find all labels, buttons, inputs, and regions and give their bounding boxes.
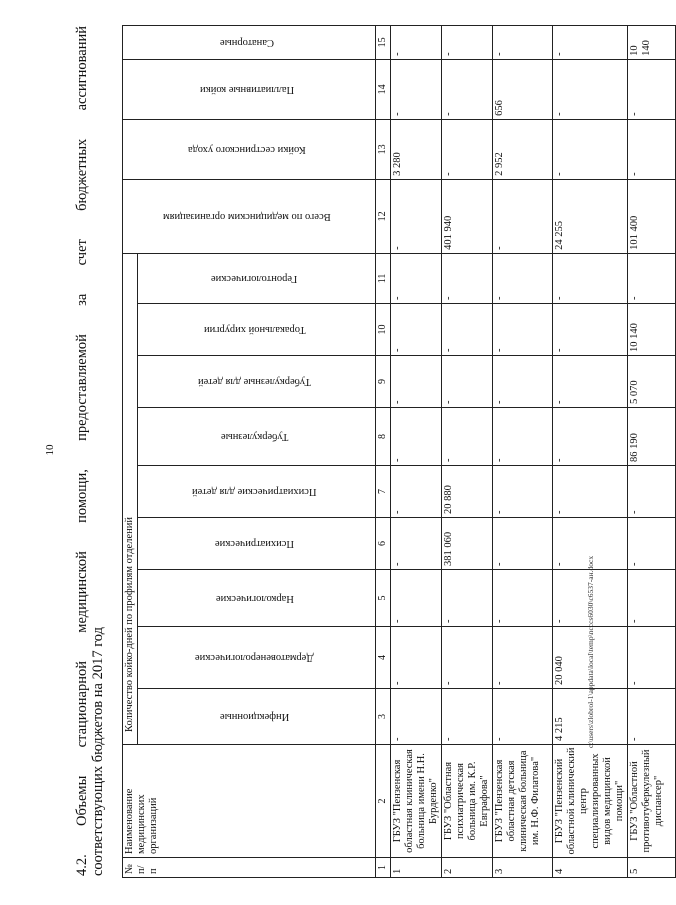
- cell-value: -: [553, 253, 628, 303]
- cell-value: -: [553, 408, 628, 466]
- table-row: [628, 25, 676, 877]
- cell-value: -: [391, 466, 442, 518]
- cell-value: -: [442, 59, 493, 119]
- cell-value: -: [553, 466, 628, 518]
- header-total: Всего по медицинским организациям: [123, 179, 376, 253]
- heading-line-2: соответствующих бюджетов на 2017 год: [90, 626, 106, 876]
- cell-value: -: [493, 518, 553, 570]
- row-no: 2: [442, 858, 493, 878]
- header-profile: Психиатрические: [138, 518, 376, 570]
- header-name: Наименование медицинских организаций: [123, 745, 376, 858]
- cell-value: -: [391, 59, 442, 119]
- column-number-row: [376, 25, 391, 877]
- header-profile: Дерматовенерологические: [138, 627, 376, 689]
- cell-value: -: [391, 408, 442, 466]
- header-sanatorium: Санаторные: [123, 25, 376, 59]
- cell-value: -: [553, 119, 628, 179]
- cell-value: -: [391, 570, 442, 627]
- cell-value: 10 140: [628, 304, 676, 356]
- cell-value: -: [442, 356, 493, 408]
- cell-value: -: [493, 179, 553, 253]
- cell-value: -: [442, 570, 493, 627]
- heading-word: за: [74, 293, 90, 306]
- cell-value: -: [493, 25, 553, 59]
- row-name: ГБУЗ "Областной противотуберкулезный диспансер": [628, 745, 676, 858]
- column-number: 15: [376, 25, 391, 59]
- row-name: ГБУЗ "Пензенский областной клинический центр специализированных видов медицинской помощи": [553, 745, 628, 858]
- header-nursing: Койки сестринского ухода: [123, 119, 376, 179]
- cell-value: 2 952: [493, 119, 553, 179]
- column-number: 7: [376, 466, 391, 518]
- row-name: ГБУЗ "Пензенская областная детская клиническая больница им. Н.Ф. Филатова": [493, 745, 553, 858]
- cell-value: -: [553, 356, 628, 408]
- beds-table: [122, 25, 676, 878]
- cell-value: -: [442, 408, 493, 466]
- header-profile: Наркологические: [138, 570, 376, 627]
- column-number: 3: [376, 689, 391, 745]
- cell-value: 20 880: [442, 466, 493, 518]
- page-number: 10: [44, 444, 56, 456]
- row-no: 5: [628, 858, 676, 878]
- cell-value: -: [493, 689, 553, 745]
- cell-value: -: [493, 253, 553, 303]
- column-number: 8: [376, 408, 391, 466]
- cell-value: 24 255: [553, 179, 628, 253]
- cell-value: -: [391, 518, 442, 570]
- header-no: № п/п: [123, 858, 376, 878]
- cell-value: 101 400: [628, 179, 676, 253]
- cell-value: 401 940: [442, 179, 493, 253]
- table-row: [493, 25, 553, 877]
- cell-value: -: [391, 25, 442, 59]
- cell-value: -: [628, 59, 676, 119]
- cell-value: -: [628, 627, 676, 689]
- cell-value: -: [391, 253, 442, 303]
- cell-value: -: [391, 689, 442, 745]
- cell-value: -: [553, 518, 628, 570]
- column-number: 12: [376, 179, 391, 253]
- column-number: 14: [376, 59, 391, 119]
- column-number: 2: [376, 745, 391, 858]
- header-profile: Психиатрические для детей: [138, 466, 376, 518]
- cell-value: -: [628, 119, 676, 179]
- heading-word: Объемы: [74, 775, 90, 826]
- cell-value: 4 215: [553, 689, 628, 745]
- header-profile: Торакальной хирургии: [138, 304, 376, 356]
- heading-word: медицинской: [74, 551, 90, 633]
- section-heading: [74, 26, 122, 878]
- heading-word: ассигнований: [74, 26, 90, 111]
- header-profile: Туберкулезные: [138, 408, 376, 466]
- cell-value: -: [628, 689, 676, 745]
- heading-word: 4.2.: [74, 854, 90, 876]
- heading-word: помощи,: [74, 469, 90, 523]
- cell-value: -: [628, 570, 676, 627]
- cell-value: -: [442, 627, 493, 689]
- cell-value: 86 190: [628, 408, 676, 466]
- row-name: ГБУЗ "Областная психиатрическая больница им. К.Р. Евграфова": [442, 745, 493, 858]
- header-group: Количество койко-дней по профилям отделений: [123, 253, 138, 744]
- table-row: [391, 25, 442, 877]
- column-number: 6: [376, 518, 391, 570]
- cell-value: -: [553, 570, 628, 627]
- cell-value: -: [628, 518, 676, 570]
- header-palliative: Паллиативные койки: [123, 59, 376, 119]
- cell-value: -: [442, 253, 493, 303]
- file-path-footer: c:\users\zlobrol-1\appdata\local\temp\ncccs6030\c6537-ан.docx: [586, 555, 595, 748]
- cell-value: -: [553, 59, 628, 119]
- cell-value: 5 070: [628, 356, 676, 408]
- cell-value: -: [391, 304, 442, 356]
- heading-word: счет: [74, 239, 90, 266]
- cell-value: 3 280: [391, 119, 442, 179]
- cell-value: 10 140: [628, 25, 676, 59]
- heading-word: бюджетных: [74, 138, 90, 211]
- cell-value: -: [553, 304, 628, 356]
- column-number: 13: [376, 119, 391, 179]
- cell-value: -: [628, 466, 676, 518]
- column-number: 9: [376, 356, 391, 408]
- cell-value: 381 060: [442, 518, 493, 570]
- table-row: [442, 25, 493, 877]
- column-number: 11: [376, 253, 391, 303]
- cell-value: -: [442, 689, 493, 745]
- row-no: 3: [493, 858, 553, 878]
- cell-value: -: [391, 179, 442, 253]
- cell-value: -: [493, 466, 553, 518]
- row-no: 1: [391, 858, 442, 878]
- header-profile: Туберкулезные для детей: [138, 356, 376, 408]
- row-name: ГБУЗ "Пензенская областная клиническая больница имени Н.Н. Бурденко": [391, 745, 442, 858]
- heading-line-1: [74, 26, 90, 876]
- cell-value: -: [442, 119, 493, 179]
- cell-value: -: [493, 304, 553, 356]
- column-number: 10: [376, 304, 391, 356]
- column-number: 4: [376, 627, 391, 689]
- cell-value: -: [493, 408, 553, 466]
- table-row: [553, 25, 628, 877]
- heading-word: стационарной: [74, 661, 90, 748]
- cell-value: -: [493, 627, 553, 689]
- cell-value: -: [391, 356, 442, 408]
- cell-value: -: [493, 356, 553, 408]
- cell-value: -: [442, 25, 493, 59]
- cell-value: -: [628, 253, 676, 303]
- cell-value: 656: [493, 59, 553, 119]
- cell-value: -: [493, 570, 553, 627]
- column-number: 1: [376, 858, 391, 878]
- column-number: 5: [376, 570, 391, 627]
- heading-word: предоставляемой: [74, 334, 90, 441]
- cell-value: -: [442, 304, 493, 356]
- cell-value: -: [553, 25, 628, 59]
- header-profile: Геронтологические: [138, 253, 376, 303]
- cell-value: -: [391, 627, 442, 689]
- row-no: 4: [553, 858, 628, 878]
- header-profile: Инфекционные: [138, 689, 376, 745]
- rotated-page-content: [74, 26, 664, 878]
- cell-value: 20 040: [553, 627, 628, 689]
